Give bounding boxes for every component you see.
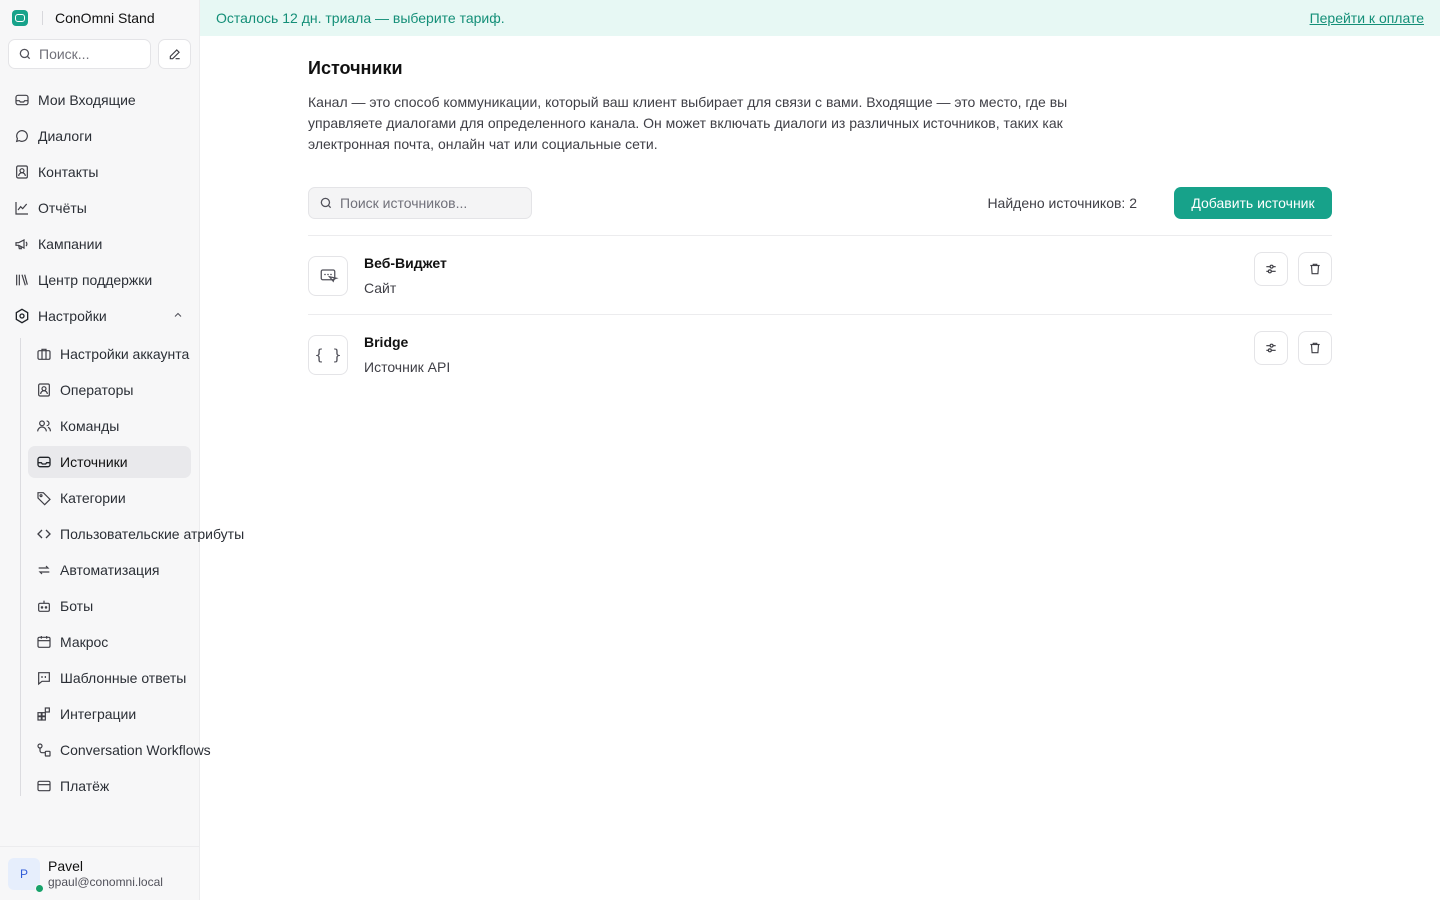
team-icon [36, 418, 52, 434]
workflow-icon [36, 742, 52, 758]
settings-icon [14, 308, 30, 324]
bot-icon [36, 598, 52, 614]
source-type: Источник API [364, 359, 451, 375]
briefcase-icon [36, 346, 52, 362]
braces-icon: { } [308, 335, 348, 375]
compose-button[interactable] [158, 39, 191, 69]
sidebar-item-label: Шаблонные ответы [60, 670, 187, 686]
apps-icon [36, 706, 52, 722]
chart-line-icon [14, 200, 30, 216]
sidebar-item-teams[interactable] [28, 410, 191, 442]
tag-icon [36, 490, 52, 506]
brand[interactable] [12, 9, 155, 27]
chevron-up-icon[interactable] [172, 309, 184, 321]
sources-search-input[interactable] [340, 195, 520, 211]
sidebar-search-input[interactable] [39, 46, 139, 62]
go-to-billing-link[interactable]: Перейти к оплате [1309, 10, 1424, 26]
sidebar-item-label: Интеграции [60, 706, 137, 722]
brand-name: ConOmni Stand [55, 10, 155, 26]
inbox-icon [14, 92, 30, 108]
trial-banner-text: Осталось 12 дн. триала — выберите тариф. [216, 10, 505, 26]
brand-logo-icon [12, 10, 28, 26]
sidebar-item-label: Команды [60, 418, 120, 434]
sidebar-item-inbox[interactable] [8, 84, 192, 116]
user-profile[interactable] [0, 846, 199, 900]
sidebar-item-label: Настройки [38, 308, 107, 324]
sidebar-item-conversation-workflows[interactable] [28, 734, 211, 766]
sliders-icon [1264, 262, 1278, 276]
source-settings-button[interactable] [1254, 331, 1288, 365]
library-icon [14, 272, 30, 288]
add-source-button[interactable]: Добавить источник [1174, 187, 1332, 219]
sidebar-item-label: Категории [60, 490, 126, 506]
sidebar-item-automation[interactable] [28, 554, 191, 586]
sidebar-search[interactable] [8, 39, 151, 69]
page-title: Источники [308, 58, 403, 78]
search-icon [18, 47, 32, 61]
sidebar-item-label: Настройки аккаунта [60, 346, 190, 362]
quote-icon [36, 670, 52, 686]
sidebar-item-label: Отчёты [38, 200, 87, 216]
trash-icon [1308, 341, 1322, 355]
sidebar-item-macros[interactable] [28, 626, 191, 658]
source-settings-button[interactable] [1254, 252, 1288, 286]
sidebar-item-reports[interactable] [8, 192, 192, 224]
sidebar-item-contacts[interactable] [8, 156, 192, 188]
sidebar-item-label: Кампании [38, 236, 103, 252]
sidebar-item-labels[interactable] [28, 482, 191, 514]
avatar[interactable] [8, 858, 40, 890]
sources-list [308, 235, 1332, 393]
list-item[interactable] [308, 314, 1332, 393]
sidebar-item-inboxes[interactable] [28, 446, 191, 478]
sidebar-item-custom-attributes[interactable] [28, 518, 245, 550]
user-name: Pavel [48, 857, 84, 874]
user-email: gpaul@conomni.local [48, 874, 163, 889]
sidebar-item-label: Источники [60, 454, 128, 470]
sidebar-item-campaigns[interactable] [8, 228, 192, 260]
list-item[interactable] [308, 235, 1332, 314]
brand-divider [42, 11, 43, 25]
code-icon [36, 526, 52, 542]
megaphone-icon [14, 236, 30, 252]
main-nav [8, 84, 192, 336]
sidebar-item-label: Conversation Workflows [60, 742, 211, 758]
arrows-swap-icon [36, 562, 52, 578]
avatar-initial: P [19, 866, 28, 881]
credit-card-icon [36, 778, 52, 794]
sources-count: Найдено источников: 2 [987, 195, 1137, 211]
sidebar-item-label: Центр поддержки [38, 272, 153, 288]
sidebar-item-canned-responses[interactable] [28, 662, 191, 694]
sidebar-item-billing[interactable] [28, 770, 191, 802]
sidebar-item-label: Боты [60, 598, 94, 614]
sidebar-item-label: Платёж [60, 778, 110, 794]
sidebar-item-account-settings[interactable] [28, 338, 191, 370]
source-delete-button[interactable] [1298, 252, 1332, 286]
sidebar-item-agents[interactable] [28, 374, 191, 406]
pencil-icon [168, 47, 182, 61]
trial-banner [200, 0, 1440, 36]
search-icon [319, 196, 333, 210]
user-info [48, 858, 163, 890]
page-description: Канал — это способ коммуникации, который ваш клиент выбирает для связи с вами. Входящие — это место, где вы управляете диалогами для определенного канала. Он может включать диалоги из различных источников, таких как электронная почта, онлайн чат или социальные сети. [308, 94, 1068, 152]
online-status-dot [35, 884, 44, 893]
sidebar-item-settings[interactable] [8, 300, 192, 332]
sidebar-item-label: Мои Входящие [38, 92, 136, 108]
sidebar-item-label: Диалоги [38, 128, 93, 144]
web-widget-icon [308, 256, 348, 296]
sidebar-item-label: Контакты [38, 164, 99, 180]
sidebar-item-conversations[interactable] [8, 120, 192, 152]
sidebar-item-integrations[interactable] [28, 698, 191, 730]
sliders-icon [1264, 341, 1278, 355]
sources-search[interactable] [308, 187, 532, 219]
sidebar-item-bots[interactable] [28, 590, 191, 622]
source-delete-button[interactable] [1298, 331, 1332, 365]
source-name: Bridge [364, 334, 409, 350]
source-type: Сайт [364, 280, 397, 296]
calendar-icon [36, 634, 52, 650]
sidebar [0, 0, 245, 900]
sidebar-item-label: Автоматизация [60, 562, 160, 578]
settings-subnav [20, 338, 245, 806]
sidebar-item-help-center[interactable] [8, 264, 192, 296]
contact-card-icon [14, 164, 30, 180]
sidebar-item-label: Макрос [60, 634, 109, 650]
source-name: Веб-Виджет [364, 255, 447, 271]
trash-icon [1308, 262, 1322, 276]
sidebar-item-label: Операторы [60, 382, 134, 398]
subnav-guide-line [20, 338, 21, 796]
agent-icon [36, 382, 52, 398]
chat-bubble-icon [14, 128, 30, 144]
sidebar-item-label: Пользовательские атрибуты [60, 526, 245, 542]
inbox-icon [36, 454, 52, 470]
